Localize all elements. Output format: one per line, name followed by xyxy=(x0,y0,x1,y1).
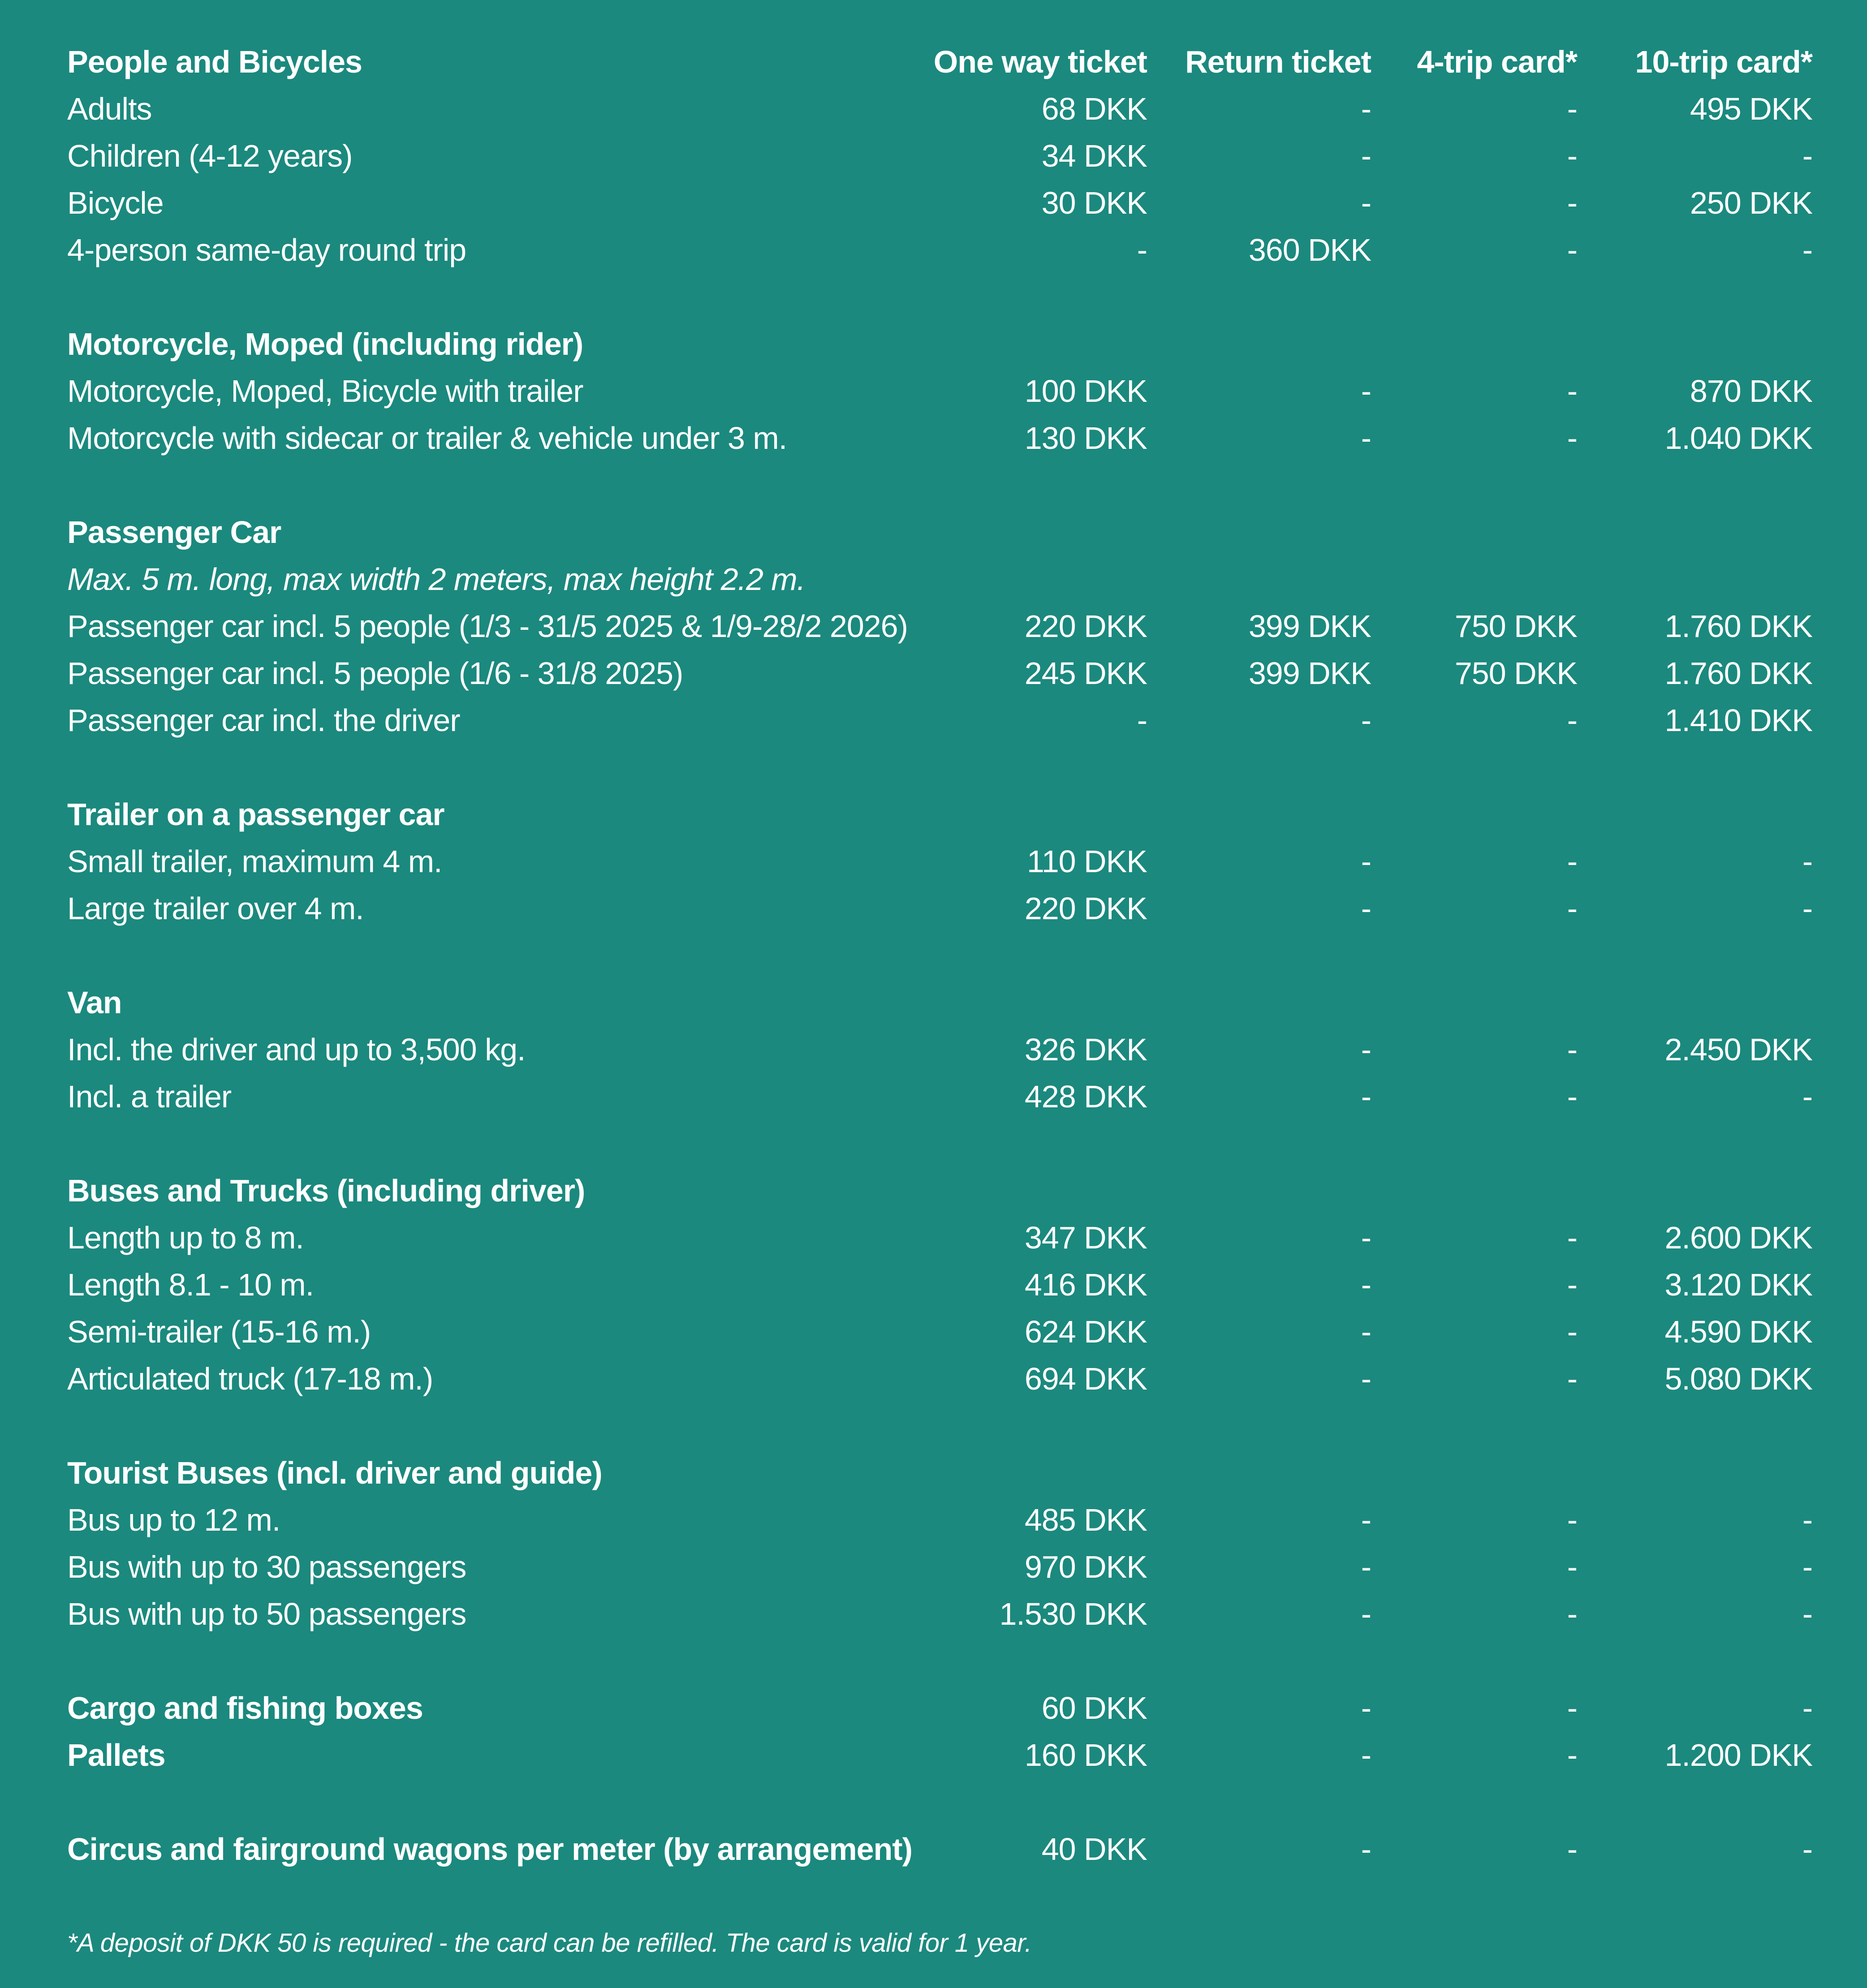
row-label: Bicycle xyxy=(67,185,164,220)
row-value: - xyxy=(1802,891,1812,926)
table-row xyxy=(67,132,1812,179)
table-sections xyxy=(67,85,1812,1872)
section-header: Tourist Buses (incl. driver and guide) xyxy=(67,1455,602,1490)
row-value: - xyxy=(1567,232,1577,267)
row-value: 2.600 DKK xyxy=(1664,1220,1812,1255)
row-value: 160 DKK xyxy=(1024,1737,1147,1773)
section-header-row xyxy=(67,791,1812,838)
row-value: - xyxy=(1567,1220,1577,1255)
row-value: 360 DKK xyxy=(1248,232,1371,267)
row-value: 416 DKK xyxy=(1024,1267,1147,1302)
row-value: 495 DKK xyxy=(1690,91,1812,126)
table-row xyxy=(67,1825,1812,1872)
row-value: 1.760 DKK xyxy=(1664,608,1812,644)
row-value: - xyxy=(1361,1361,1371,1396)
row-value: 1.200 DKK xyxy=(1664,1737,1812,1773)
row-value: 326 DKK xyxy=(1024,1032,1147,1067)
row-value: 399 DKK xyxy=(1248,655,1371,691)
row-value: - xyxy=(1361,1314,1371,1349)
row-value: - xyxy=(1567,1267,1577,1302)
row-value: 1.410 DKK xyxy=(1664,702,1812,738)
row-value: - xyxy=(1802,1690,1812,1726)
row-label: Incl. the driver and up to 3,500 kg. xyxy=(67,1032,526,1067)
row-value: 750 DKK xyxy=(1454,655,1577,691)
row-value: 347 DKK xyxy=(1024,1220,1147,1255)
row-value: 5.080 DKK xyxy=(1664,1361,1812,1396)
row-label: Semi-trailer (15-16 m.) xyxy=(67,1314,371,1349)
row-label: Incl. a trailer xyxy=(67,1079,232,1114)
row-label: Children (4-12 years) xyxy=(67,138,353,173)
row-label: Length 8.1 - 10 m. xyxy=(67,1267,314,1302)
row-value: - xyxy=(1361,185,1371,220)
row-value: 245 DKK xyxy=(1024,655,1147,691)
footnote: *A deposit of DKK 50 is required - the card can be refilled. The card is valid for 1 year. xyxy=(67,1928,1032,1958)
row-value: - xyxy=(1361,373,1371,409)
row-value: 1.760 DKK xyxy=(1664,655,1812,691)
row-value: - xyxy=(1361,1596,1371,1631)
row-label: Passenger car incl. 5 people (1/3 - 31/5 2025 & 1/9-28/2 2026) xyxy=(67,608,908,644)
row-label: Circus and fairground wagons per meter (by arrangement) xyxy=(67,1831,912,1867)
row-value: 110 DKK xyxy=(1027,843,1147,879)
row-value: - xyxy=(1567,1032,1577,1067)
row-value: 40 DKK xyxy=(1041,1831,1147,1867)
column-header-one-way-ticket: One way ticket xyxy=(933,44,1147,79)
section-header-row xyxy=(67,508,1812,555)
section xyxy=(67,320,1812,461)
row-value: - xyxy=(1361,1220,1371,1255)
row-label: 4-person same-day round trip xyxy=(67,232,466,267)
row-label: Small trailer, maximum 4 m. xyxy=(67,843,442,879)
row-value: - xyxy=(1567,843,1577,879)
section-header: Buses and Trucks (including driver) xyxy=(67,1173,585,1208)
row-value: - xyxy=(1567,1831,1577,1867)
section xyxy=(67,1449,1812,1637)
table-row xyxy=(67,367,1812,414)
row-value: - xyxy=(1567,420,1577,456)
row-value: - xyxy=(1361,891,1371,926)
row-value: - xyxy=(1802,138,1812,173)
row-label: Bus up to 12 m. xyxy=(67,1502,280,1537)
table-row xyxy=(67,697,1812,744)
row-value: 68 DKK xyxy=(1041,91,1147,126)
table-header-row xyxy=(67,38,1812,85)
section-header: Motorcycle, Moped (including rider) xyxy=(67,326,583,361)
table-row xyxy=(67,1355,1812,1402)
row-label: Passenger car incl. the driver xyxy=(67,702,460,738)
table-row xyxy=(67,1543,1812,1590)
section-note-row xyxy=(67,555,1812,602)
section-header-row xyxy=(67,320,1812,367)
row-value: - xyxy=(1567,1690,1577,1726)
row-value: - xyxy=(1567,1502,1577,1537)
table-row xyxy=(67,226,1812,273)
section xyxy=(67,508,1812,744)
row-value: 100 DKK xyxy=(1024,373,1147,409)
row-label: Articulated truck (17-18 m.) xyxy=(67,1361,433,1396)
row-value: 750 DKK xyxy=(1454,608,1577,644)
row-value: 624 DKK xyxy=(1024,1314,1147,1349)
row-value: - xyxy=(1361,1549,1371,1584)
row-value: 399 DKK xyxy=(1248,608,1371,644)
table-row xyxy=(67,1590,1812,1637)
section-header-row xyxy=(67,979,1812,1026)
section xyxy=(67,1167,1812,1402)
column-header-10-trip-card: 10-trip card* xyxy=(1635,44,1812,79)
section xyxy=(67,979,1812,1120)
section xyxy=(67,1684,1812,1778)
row-value: - xyxy=(1567,1314,1577,1349)
row-value: - xyxy=(1361,91,1371,126)
row-value: - xyxy=(1567,1361,1577,1396)
row-value: - xyxy=(1567,185,1577,220)
row-value: 250 DKK xyxy=(1690,185,1812,220)
row-label: Length up to 8 m. xyxy=(67,1220,304,1255)
table-row xyxy=(67,1684,1812,1731)
row-label: Bus with up to 30 passengers xyxy=(67,1549,466,1584)
row-label: Cargo and fishing boxes xyxy=(67,1690,423,1726)
row-value: - xyxy=(1361,1502,1371,1537)
column-header-4-trip-card: 4-trip card* xyxy=(1417,44,1577,79)
row-value: - xyxy=(1567,91,1577,126)
row-label: Large trailer over 4 m. xyxy=(67,891,364,926)
row-value: 60 DKK xyxy=(1041,1690,1147,1726)
table-row xyxy=(67,885,1812,932)
row-value: - xyxy=(1361,1079,1371,1114)
row-value: 694 DKK xyxy=(1024,1361,1147,1396)
row-value: - xyxy=(1137,232,1147,267)
row-value: - xyxy=(1567,373,1577,409)
row-value: - xyxy=(1361,420,1371,456)
row-value: 34 DKK xyxy=(1041,138,1147,173)
row-value: - xyxy=(1802,232,1812,267)
section-header: Van xyxy=(67,985,122,1020)
row-label: Adults xyxy=(67,91,152,126)
row-value: 1.040 DKK xyxy=(1664,420,1812,456)
row-value: - xyxy=(1361,843,1371,879)
row-value: - xyxy=(1802,1079,1812,1114)
table-row xyxy=(67,414,1812,461)
section xyxy=(67,791,1812,932)
table-row xyxy=(67,1073,1812,1120)
row-value: 220 DKK xyxy=(1024,608,1147,644)
row-label: Bus with up to 50 passengers xyxy=(67,1596,466,1631)
row-value: 30 DKK xyxy=(1041,185,1147,220)
table-row xyxy=(67,85,1812,132)
row-label: Passenger car incl. 5 people (1/6 - 31/8 2025) xyxy=(67,655,683,691)
row-label: Motorcycle with sidecar or trailer & vehicle under 3 m. xyxy=(67,420,787,456)
row-value: 130 DKK xyxy=(1024,420,1147,456)
row-value: 2.450 DKK xyxy=(1664,1032,1812,1067)
footnote-row xyxy=(67,1919,1812,1966)
row-value: - xyxy=(1361,138,1371,173)
section-header: Trailer on a passenger car xyxy=(67,796,444,832)
row-value: 220 DKK xyxy=(1024,891,1147,926)
row-value: - xyxy=(1361,1267,1371,1302)
row-value: - xyxy=(1567,1737,1577,1773)
row-label: Motorcycle, Moped, Bicycle with trailer xyxy=(67,373,583,409)
row-value: - xyxy=(1802,843,1812,879)
row-value: - xyxy=(1361,1690,1371,1726)
row-value: 485 DKK xyxy=(1024,1502,1147,1537)
row-value: - xyxy=(1802,1502,1812,1537)
table-row xyxy=(67,179,1812,226)
row-value: - xyxy=(1567,138,1577,173)
table-row xyxy=(67,1214,1812,1261)
table-row xyxy=(67,838,1812,885)
row-value: - xyxy=(1802,1831,1812,1867)
section xyxy=(67,85,1812,273)
row-value: - xyxy=(1361,1831,1371,1867)
row-value: - xyxy=(1361,1032,1371,1067)
row-value: 970 DKK xyxy=(1024,1549,1147,1584)
row-value: - xyxy=(1567,1596,1577,1631)
table-row xyxy=(67,1261,1812,1308)
column-header-category: People and Bicycles xyxy=(67,44,362,79)
row-value: - xyxy=(1802,1549,1812,1584)
row-value: - xyxy=(1361,1737,1371,1773)
row-value: 4.590 DKK xyxy=(1664,1314,1812,1349)
row-value: - xyxy=(1361,702,1371,738)
row-value: - xyxy=(1567,891,1577,926)
section-note: Max. 5 m. long, max width 2 meters, max height 2.2 m. xyxy=(67,561,806,597)
row-value: 870 DKK xyxy=(1690,373,1812,409)
row-value: - xyxy=(1567,702,1577,738)
table-row xyxy=(67,1731,1812,1778)
row-value: - xyxy=(1802,1596,1812,1631)
row-value: - xyxy=(1567,1549,1577,1584)
row-value: 428 DKK xyxy=(1024,1079,1147,1114)
row-value: - xyxy=(1137,702,1147,738)
row-value: 3.120 DKK xyxy=(1664,1267,1812,1302)
row-value: - xyxy=(1567,1079,1577,1114)
row-label: Pallets xyxy=(67,1737,165,1773)
table-row xyxy=(67,650,1812,697)
table-row xyxy=(67,1308,1812,1355)
section-header-row xyxy=(67,1449,1812,1496)
column-header-return-ticket: Return ticket xyxy=(1185,44,1371,79)
table-row xyxy=(67,1026,1812,1073)
table-row xyxy=(67,602,1812,650)
section xyxy=(67,1825,1812,1872)
section-header-row xyxy=(67,1167,1812,1214)
row-value: 1.530 DKK xyxy=(999,1596,1147,1631)
table-row xyxy=(67,1496,1812,1543)
section-header: Passenger Car xyxy=(67,514,281,550)
